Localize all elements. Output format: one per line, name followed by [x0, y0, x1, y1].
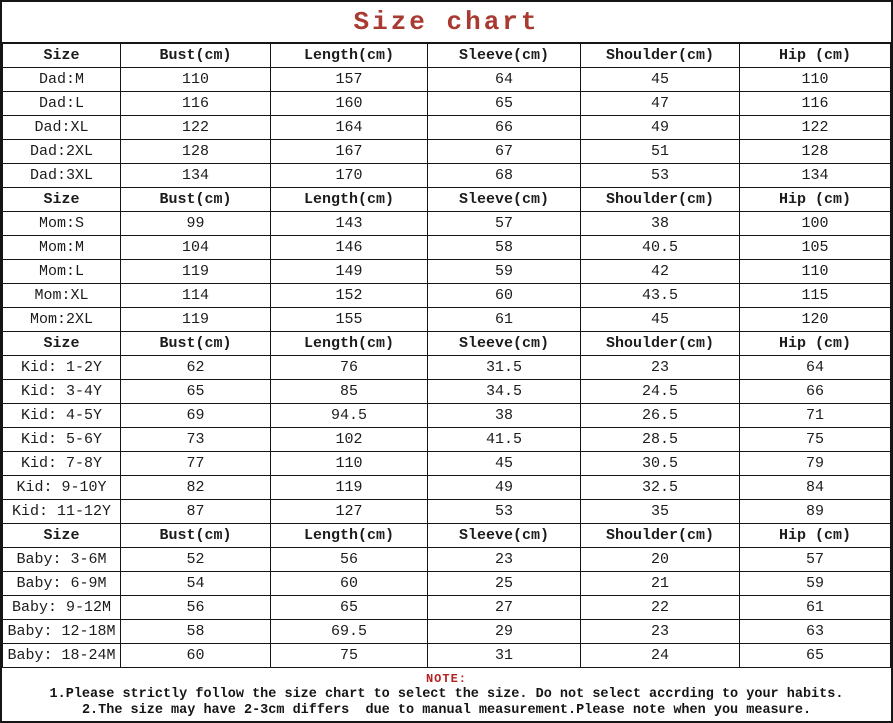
table-row	[3, 404, 891, 428]
measurement-cell: 110	[740, 68, 891, 92]
measurement-cell: 110	[740, 260, 891, 284]
table-row	[3, 68, 891, 92]
table-row	[3, 452, 891, 476]
column-header: Bust(cm)	[121, 188, 271, 212]
table-row	[3, 140, 891, 164]
measurement-cell: 21	[581, 572, 740, 596]
column-header: Sleeve(cm)	[428, 188, 581, 212]
measurement-cell: 65	[740, 644, 891, 668]
measurement-cell: 59	[740, 572, 891, 596]
measurement-cell: 25	[428, 572, 581, 596]
measurement-cell: 65	[428, 92, 581, 116]
measurement-cell: 26.5	[581, 404, 740, 428]
column-header: Shoulder(cm)	[581, 188, 740, 212]
table-row	[3, 260, 891, 284]
measurement-cell: 49	[428, 476, 581, 500]
size-label-cell: Kid: 4-5Y	[3, 404, 121, 428]
column-header: Bust(cm)	[121, 44, 271, 68]
column-header: Hip (cm)	[740, 188, 891, 212]
size-label-cell: Baby: 9-12M	[3, 596, 121, 620]
table-row	[3, 308, 891, 332]
measurement-cell: 120	[740, 308, 891, 332]
table-row	[3, 92, 891, 116]
measurement-cell: 75	[271, 644, 428, 668]
size-label-cell: Kid: 3-4Y	[3, 380, 121, 404]
size-label-cell: Mom:XL	[3, 284, 121, 308]
measurement-cell: 69	[121, 404, 271, 428]
measurement-cell: 122	[740, 116, 891, 140]
size-table	[2, 43, 891, 668]
measurement-cell: 45	[581, 68, 740, 92]
measurement-cell: 54	[121, 572, 271, 596]
measurement-cell: 66	[428, 116, 581, 140]
table-row	[3, 284, 891, 308]
measurement-cell: 146	[271, 236, 428, 260]
table-row	[3, 620, 891, 644]
column-header: Hip (cm)	[740, 524, 891, 548]
measurement-cell: 128	[740, 140, 891, 164]
size-label-cell: Mom:M	[3, 236, 121, 260]
column-header: Length(cm)	[271, 188, 428, 212]
measurement-cell: 152	[271, 284, 428, 308]
column-header: Sleeve(cm)	[428, 332, 581, 356]
column-header: Shoulder(cm)	[581, 44, 740, 68]
measurement-cell: 104	[121, 236, 271, 260]
measurement-cell: 127	[271, 500, 428, 524]
measurement-cell: 63	[740, 620, 891, 644]
measurement-cell: 134	[121, 164, 271, 188]
measurement-cell: 73	[121, 428, 271, 452]
measurement-cell: 60	[271, 572, 428, 596]
measurement-cell: 24	[581, 644, 740, 668]
table-row	[3, 476, 891, 500]
measurement-cell: 58	[428, 236, 581, 260]
measurement-cell: 51	[581, 140, 740, 164]
measurement-cell: 119	[121, 260, 271, 284]
table-row	[3, 380, 891, 404]
measurement-cell: 45	[581, 308, 740, 332]
size-label-cell: Dad:M	[3, 68, 121, 92]
note-area	[2, 668, 891, 721]
measurement-cell: 82	[121, 476, 271, 500]
measurement-cell: 35	[581, 500, 740, 524]
column-header: Size	[3, 332, 121, 356]
measurement-cell: 38	[581, 212, 740, 236]
section-header-row	[3, 524, 891, 548]
measurement-cell: 38	[428, 404, 581, 428]
measurement-cell: 31	[428, 644, 581, 668]
column-header: Hip (cm)	[740, 44, 891, 68]
measurement-cell: 110	[121, 68, 271, 92]
column-header: Size	[3, 44, 121, 68]
size-label-cell: Kid: 9-10Y	[3, 476, 121, 500]
measurement-cell: 58	[121, 620, 271, 644]
measurement-cell: 119	[271, 476, 428, 500]
measurement-cell: 64	[740, 356, 891, 380]
column-header: Length(cm)	[271, 332, 428, 356]
measurement-cell: 57	[740, 548, 891, 572]
measurement-cell: 67	[428, 140, 581, 164]
measurement-cell: 89	[740, 500, 891, 524]
measurement-cell: 22	[581, 596, 740, 620]
measurement-cell: 32.5	[581, 476, 740, 500]
measurement-cell: 69.5	[271, 620, 428, 644]
measurement-cell: 149	[271, 260, 428, 284]
size-label-cell: Baby: 6-9M	[3, 572, 121, 596]
measurement-cell: 75	[740, 428, 891, 452]
note-line-2: 2.The size may have 2-3cm differs due to manual measurement.Please note when you measure.	[81, 702, 812, 718]
measurement-cell: 115	[740, 284, 891, 308]
measurement-cell: 41.5	[428, 428, 581, 452]
measurement-cell: 116	[121, 92, 271, 116]
measurement-cell: 65	[121, 380, 271, 404]
note-line-1: 1.Please strictly follow the size chart to select the size. Do not select accrding to your habits.	[49, 686, 844, 702]
column-header: Sleeve(cm)	[428, 524, 581, 548]
measurement-cell: 52	[121, 548, 271, 572]
table-row	[3, 164, 891, 188]
column-header: Length(cm)	[271, 524, 428, 548]
column-header: Hip (cm)	[740, 332, 891, 356]
column-header: Bust(cm)	[121, 332, 271, 356]
table-row	[3, 212, 891, 236]
table-row	[3, 548, 891, 572]
size-label-cell: Mom:L	[3, 260, 121, 284]
measurement-cell: 34.5	[428, 380, 581, 404]
measurement-cell: 167	[271, 140, 428, 164]
size-label-cell: Kid: 7-8Y	[3, 452, 121, 476]
column-header: Size	[3, 524, 121, 548]
measurement-cell: 27	[428, 596, 581, 620]
measurement-cell: 62	[121, 356, 271, 380]
measurement-cell: 68	[428, 164, 581, 188]
size-label-cell: Kid: 5-6Y	[3, 428, 121, 452]
measurement-cell: 87	[121, 500, 271, 524]
measurement-cell: 119	[121, 308, 271, 332]
column-header: Sleeve(cm)	[428, 44, 581, 68]
note-label: NOTE:	[425, 671, 467, 686]
measurement-cell: 56	[271, 548, 428, 572]
measurement-cell: 160	[271, 92, 428, 116]
column-header: Shoulder(cm)	[581, 524, 740, 548]
table-row	[3, 428, 891, 452]
measurement-cell: 57	[428, 212, 581, 236]
size-label-cell: Mom:S	[3, 212, 121, 236]
size-label-cell: Dad:2XL	[3, 140, 121, 164]
measurement-cell: 31.5	[428, 356, 581, 380]
size-table-body	[3, 44, 891, 668]
measurement-cell: 102	[271, 428, 428, 452]
section-header-row	[3, 188, 891, 212]
table-row	[3, 596, 891, 620]
measurement-cell: 53	[428, 500, 581, 524]
page-title: Size chart	[353, 7, 540, 37]
measurement-cell: 56	[121, 596, 271, 620]
measurement-cell: 49	[581, 116, 740, 140]
measurement-cell: 60	[428, 284, 581, 308]
column-header: Bust(cm)	[121, 524, 271, 548]
measurement-cell: 45	[428, 452, 581, 476]
measurement-cell: 23	[428, 548, 581, 572]
measurement-cell: 30.5	[581, 452, 740, 476]
table-row	[3, 116, 891, 140]
measurement-cell: 105	[740, 236, 891, 260]
table-row	[3, 644, 891, 668]
table-row	[3, 356, 891, 380]
measurement-cell: 42	[581, 260, 740, 284]
measurement-cell: 100	[740, 212, 891, 236]
measurement-cell: 20	[581, 548, 740, 572]
measurement-cell: 85	[271, 380, 428, 404]
measurement-cell: 65	[271, 596, 428, 620]
size-label-cell: Dad:L	[3, 92, 121, 116]
column-header: Shoulder(cm)	[581, 332, 740, 356]
measurement-cell: 114	[121, 284, 271, 308]
table-row	[3, 500, 891, 524]
table-row	[3, 236, 891, 260]
size-label-cell: Kid: 11-12Y	[3, 500, 121, 524]
measurement-cell: 128	[121, 140, 271, 164]
measurement-cell: 99	[121, 212, 271, 236]
size-label-cell: Kid: 1-2Y	[3, 356, 121, 380]
size-label-cell: Baby: 12-18M	[3, 620, 121, 644]
measurement-cell: 47	[581, 92, 740, 116]
measurement-cell: 94.5	[271, 404, 428, 428]
measurement-cell: 23	[581, 356, 740, 380]
size-label-cell: Dad:XL	[3, 116, 121, 140]
measurement-cell: 122	[121, 116, 271, 140]
measurement-cell: 157	[271, 68, 428, 92]
measurement-cell: 61	[428, 308, 581, 332]
measurement-cell: 155	[271, 308, 428, 332]
measurement-cell: 23	[581, 620, 740, 644]
section-header-row	[3, 44, 891, 68]
measurement-cell: 64	[428, 68, 581, 92]
size-label-cell: Dad:3XL	[3, 164, 121, 188]
measurement-cell: 40.5	[581, 236, 740, 260]
measurement-cell: 43.5	[581, 284, 740, 308]
measurement-cell: 53	[581, 164, 740, 188]
measurement-cell: 71	[740, 404, 891, 428]
section-header-row	[3, 332, 891, 356]
size-label-cell: Baby: 18-24M	[3, 644, 121, 668]
measurement-cell: 164	[271, 116, 428, 140]
measurement-cell: 66	[740, 380, 891, 404]
measurement-cell: 143	[271, 212, 428, 236]
measurement-cell: 24.5	[581, 380, 740, 404]
measurement-cell: 29	[428, 620, 581, 644]
measurement-cell: 61	[740, 596, 891, 620]
measurement-cell: 60	[121, 644, 271, 668]
measurement-cell: 79	[740, 452, 891, 476]
measurement-cell: 77	[121, 452, 271, 476]
title-bar	[2, 2, 891, 43]
size-label-cell: Baby: 3-6M	[3, 548, 121, 572]
measurement-cell: 84	[740, 476, 891, 500]
measurement-cell: 59	[428, 260, 581, 284]
size-label-cell: Mom:2XL	[3, 308, 121, 332]
column-header: Size	[3, 188, 121, 212]
column-header: Length(cm)	[271, 44, 428, 68]
measurement-cell: 134	[740, 164, 891, 188]
measurement-cell: 116	[740, 92, 891, 116]
measurement-cell: 28.5	[581, 428, 740, 452]
measurement-cell: 110	[271, 452, 428, 476]
table-row	[3, 572, 891, 596]
measurement-cell: 76	[271, 356, 428, 380]
measurement-cell: 170	[271, 164, 428, 188]
